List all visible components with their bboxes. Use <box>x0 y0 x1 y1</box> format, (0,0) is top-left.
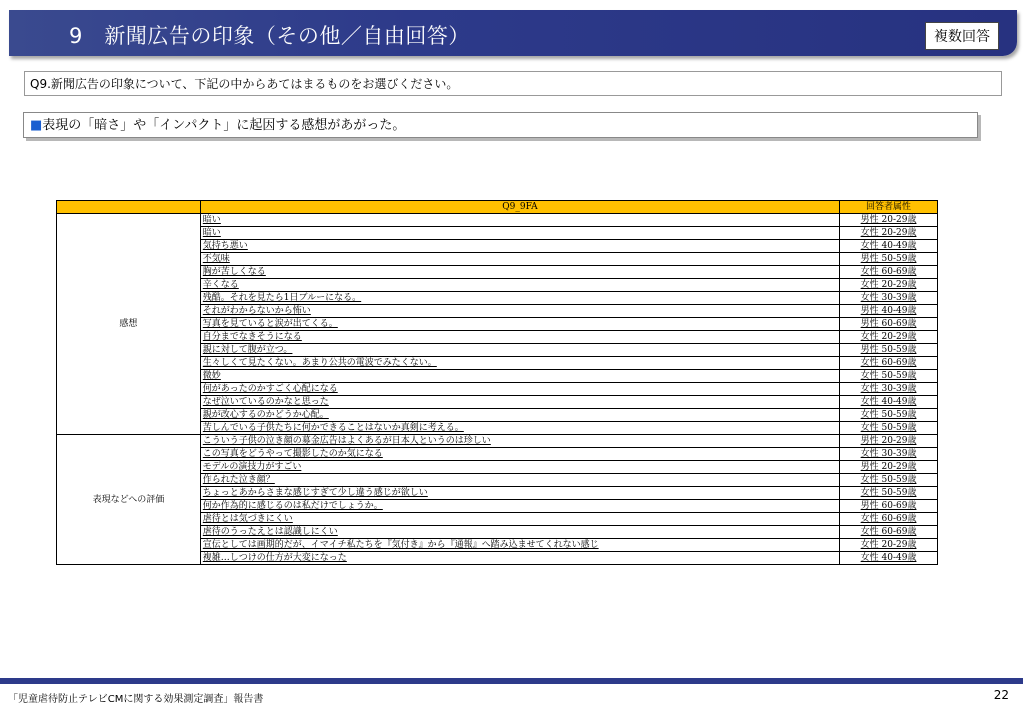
attribute-cell: 男性 50-59歳 <box>840 253 938 266</box>
attribute-cell: 女性 60-69歳 <box>840 526 938 539</box>
attribute-cell: 女性 40-49歳 <box>840 552 938 565</box>
answer-cell: 虐待のうったえとは認識しにくい <box>200 526 839 539</box>
header-category <box>57 201 201 214</box>
answer-cell: 微妙 <box>200 370 839 383</box>
answer-cell: 虐待とは気づきにくい <box>200 513 839 526</box>
answer-cell: 宣伝としては画期的だが、イマイチ私たちを『気付き』から『通報』へ踏み込ませてくれない感じ <box>200 539 839 552</box>
category-cell: 感想 <box>57 214 201 435</box>
answer-cell: 残酷。それを見たら1日ブルーになる。 <box>200 292 839 305</box>
table-header-row <box>57 201 938 214</box>
answer-cell: モデルの演技力がすごい <box>200 461 839 474</box>
attribute-cell: 男性 60-69歳 <box>840 318 938 331</box>
answer-cell: 自分までなきそうになる <box>200 331 839 344</box>
page-title: 9 新聞広告の印象（その他／自由回答） <box>69 24 470 48</box>
free-answer-table <box>56 200 938 565</box>
attribute-cell: 女性 50-59歳 <box>840 370 938 383</box>
answer-cell: ちょっとあからさまな感じすぎて少し違う感じが欲しい <box>200 487 839 500</box>
answer-cell: 複雑…しつけの仕方が大変になった <box>200 552 839 565</box>
attribute-cell: 男性 50-59歳 <box>840 344 938 357</box>
attribute-cell: 女性 20-29歳 <box>840 227 938 240</box>
attribute-cell: 女性 30-39歳 <box>840 292 938 305</box>
answer-cell: それがわからないから怖い <box>200 305 839 318</box>
answer-cell: 辛くなる <box>200 279 839 292</box>
answer-cell: 何があったのかすごく心配になる <box>200 383 839 396</box>
attribute-cell: 女性 60-69歳 <box>840 266 938 279</box>
attribute-cell: 男性 40-49歳 <box>840 305 938 318</box>
attribute-cell: 女性 40-49歳 <box>840 396 938 409</box>
attribute-cell: 男性 20-29歳 <box>840 435 938 448</box>
answer-cell: なぜ泣いているのかなと思った <box>200 396 839 409</box>
attribute-cell: 男性 20-29歳 <box>840 461 938 474</box>
attribute-cell: 女性 50-59歳 <box>840 422 938 435</box>
table-body <box>57 214 938 565</box>
answer-cell: 気持ち悪い <box>200 240 839 253</box>
answer-cell: この写真をどうやって撮影したのか気になる <box>200 448 839 461</box>
category-cell: 表現などへの評価 <box>57 435 201 565</box>
answer-cell: 生々しくて見たくない。あまり公共の電波でみたくない。 <box>200 357 839 370</box>
attribute-cell: 女性 60-69歳 <box>840 513 938 526</box>
footer-divider <box>0 678 1023 684</box>
attribute-cell: 女性 40-49歳 <box>840 240 938 253</box>
summary-note-text: 表現の「暗さ」や「インパクト」に起因する感想があがった。 <box>42 118 406 133</box>
table-row <box>57 435 938 448</box>
attribute-cell: 女性 50-59歳 <box>840 487 938 500</box>
answer-cell: 暗い <box>200 227 839 240</box>
answer-cell: 何か作為的に感じるのは私だけでしょうか。 <box>200 500 839 513</box>
answer-cell: 作られた泣き顔？ <box>200 474 839 487</box>
attribute-cell: 女性 50-59歳 <box>840 474 938 487</box>
answer-cell: 写真を見ていると涙が出てくる。 <box>200 318 839 331</box>
attribute-cell: 男性 60-69歳 <box>840 500 938 513</box>
answer-cell: 苦しんでいる子供たちに何かできることはないか真剣に考える。 <box>200 422 839 435</box>
question-text: Q9.新聞広告の印象について、下記の中からあてはまるものをお選びください。 <box>24 71 1002 96</box>
header-attribute: 回答者属性 <box>840 201 938 214</box>
header-answer: Q9_9FA <box>200 201 839 214</box>
attribute-cell: 女性 30-39歳 <box>840 383 938 396</box>
square-bullet-icon: ■ <box>30 118 43 133</box>
attribute-cell: 女性 20-29歳 <box>840 279 938 292</box>
table-row <box>57 214 938 227</box>
answer-cell: 親が改心するのかどうか心配。 <box>200 409 839 422</box>
answer-cell: こういう子供の泣き顔の募金広告はよくあるが日本人というのは珍しい <box>200 435 839 448</box>
attribute-cell: 女性 20-29歳 <box>840 539 938 552</box>
title-bar <box>9 10 1017 56</box>
report-footer: 「児童虐待防止テレビCMに関する効果測定調査」報告書 <box>8 694 264 705</box>
answer-cell: 暗い <box>200 214 839 227</box>
answer-cell: 不気味 <box>200 253 839 266</box>
summary-note <box>23 112 978 138</box>
attribute-cell: 男性 20-29歳 <box>840 214 938 227</box>
answer-cell: 親に対して腹が立つ。 <box>200 344 839 357</box>
attribute-cell: 女性 20-29歳 <box>840 331 938 344</box>
answer-cell: 胸が苦しくなる <box>200 266 839 279</box>
multiple-answer-badge: 複数回答 <box>925 22 999 50</box>
page-number: 22 <box>993 688 1009 702</box>
attribute-cell: 女性 50-59歳 <box>840 409 938 422</box>
attribute-cell: 女性 30-39歳 <box>840 448 938 461</box>
attribute-cell: 女性 60-69歳 <box>840 357 938 370</box>
